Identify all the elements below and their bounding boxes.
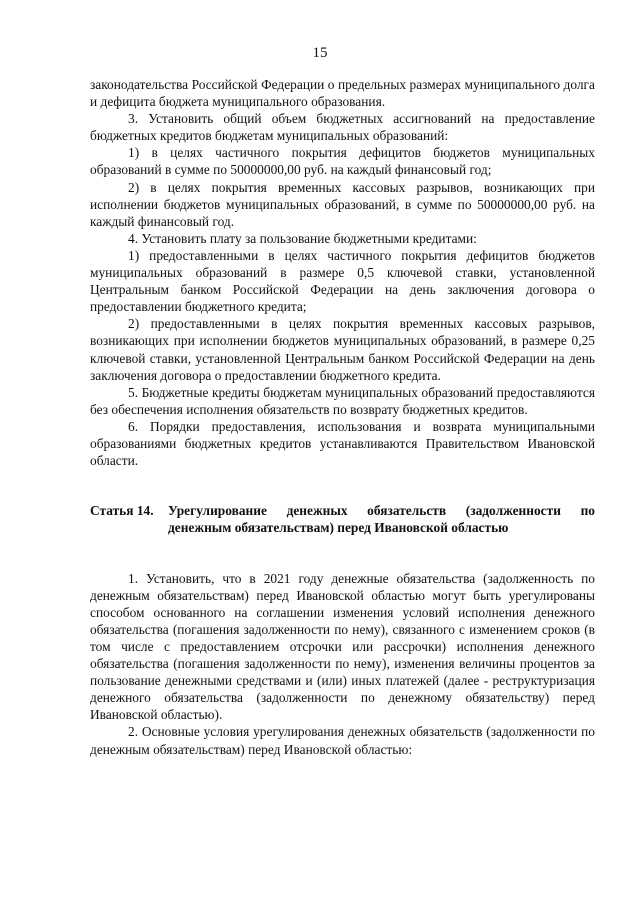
paragraph: 2) предоставленными в целях покрытия временных кассовых разрывов, возникающих при исполнении бюджетов муниципальных образований, в размере 0,25 ключевой ставки, установленной Центральным банком Российской Федерации на день заключения договора о предоставлении бюджетного кредита. <box>90 316 595 383</box>
paragraph: законодательства Российской Федерации о предельных размерах муниципального долга и дефицита бюджета муниципального образования. <box>90 77 595 110</box>
paragraph: 3. Установить общий объем бюджетных ассигнований на предоставление бюджетных кредитов бюджетам муниципальных образований: <box>90 111 595 144</box>
paragraph: 5. Бюджетные кредиты бюджетам муниципальных образований предоставляются без обеспечения исполнения обязательств по возврату бюджетных кредитов. <box>90 384 595 417</box>
article-heading <box>90 502 595 536</box>
paragraph: 4. Установить плату за пользование бюджетными кредитами: <box>128 230 477 246</box>
paragraph: 1. Установить, что в 2021 году денежные обязательства (задолженность по денежным обязательствам) перед Ивановской областью могут быть урегулированы способом основанного на соглашении изменения условий исполнения денежного обязательства (погашения задолженности по нему), связанного с изменением сроков (в том числе с предоставлением отсрочки или рассрочки) исполнения денежного обязательства (погашения задолженности по нему), изменения величины процентов за пользование денежными средствами и (или) иных платежей (далее - реструктуризация денежного обязательства (задолженности по денежному обязательству) перед Ивановской областью). <box>90 570 595 723</box>
document-body <box>90 76 595 758</box>
paragraph: 1) предоставленными в целях частичного покрытия дефицитов бюджетов муниципальных образований в размере 0,5 ключевой ставки, установленной Центральным банком Российской Федерации на день заключения договора о предоставлении бюджетного кредита; <box>90 247 595 315</box>
paragraph: 2) в целях покрытия временных кассовых разрывов, возникающих при исполнении бюджетов муниципальных образований, в сумме по 50000000,00 руб. на каждый финансовый год. <box>90 179 595 229</box>
article-title: Урегулирование денежных обязательств (задолженности по денежным обязательствам) перед Ивановской областью <box>168 503 595 536</box>
paragraph: 2. Основные условия урегулирования денежных обязательств (задолженности по денежным обязательствам) перед Ивановской областью: <box>90 724 595 757</box>
paragraph: 1) в целях частичного покрытия дефицитов бюджетов муниципальных образований в сумме по 50000000,00 руб. на каждый финансовый год; <box>90 145 595 178</box>
paragraph: 6. Порядки предоставления, использования и возврата муниципальными образованиями бюджетных кредитов устанавливаются Правительством Ивановской области. <box>90 418 595 469</box>
article-number: Статья 14. <box>90 503 154 519</box>
page-number: 15 <box>312 45 328 61</box>
